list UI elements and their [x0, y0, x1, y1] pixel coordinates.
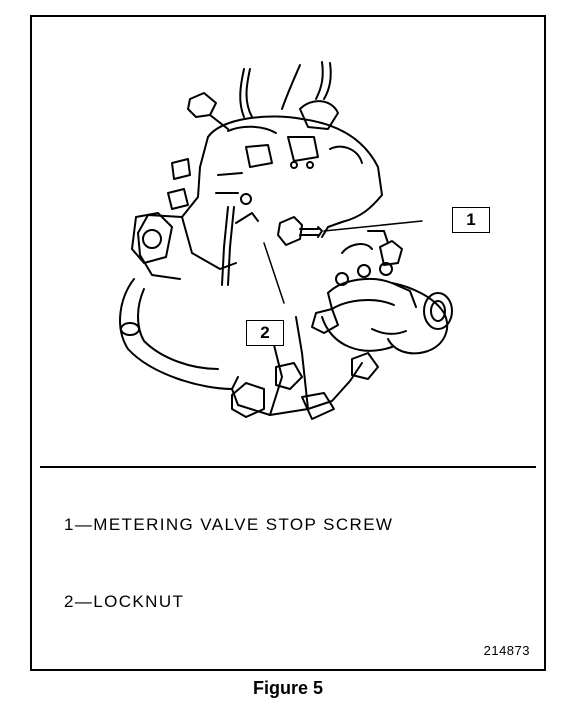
pump-housing: [120, 116, 382, 415]
linkage-rod: [222, 207, 258, 285]
figure-caption: Figure 5: [252, 678, 323, 698]
callout-1-number: 1: [466, 210, 476, 229]
divider-line: [40, 466, 536, 468]
legend-item-stop-screw: 1—METERING VALVE STOP SCREW: [64, 515, 394, 534]
callout-1: [452, 207, 490, 233]
side-bracket: [132, 159, 190, 263]
callout-2-number: 2: [260, 323, 270, 342]
figure-id: 214873: [483, 643, 530, 658]
figure-frame: [30, 15, 546, 671]
callout-2: [246, 320, 284, 346]
outlet-head: [322, 231, 452, 353]
top-right-fitting: [300, 101, 338, 129]
wires: [240, 62, 331, 117]
metering-valve-stop-screw: [278, 217, 322, 245]
legend-item-locknut: 2—LOCKNUT: [64, 592, 185, 611]
top-fitting: [188, 93, 228, 129]
injection-pump-illustration: [32, 17, 544, 462]
